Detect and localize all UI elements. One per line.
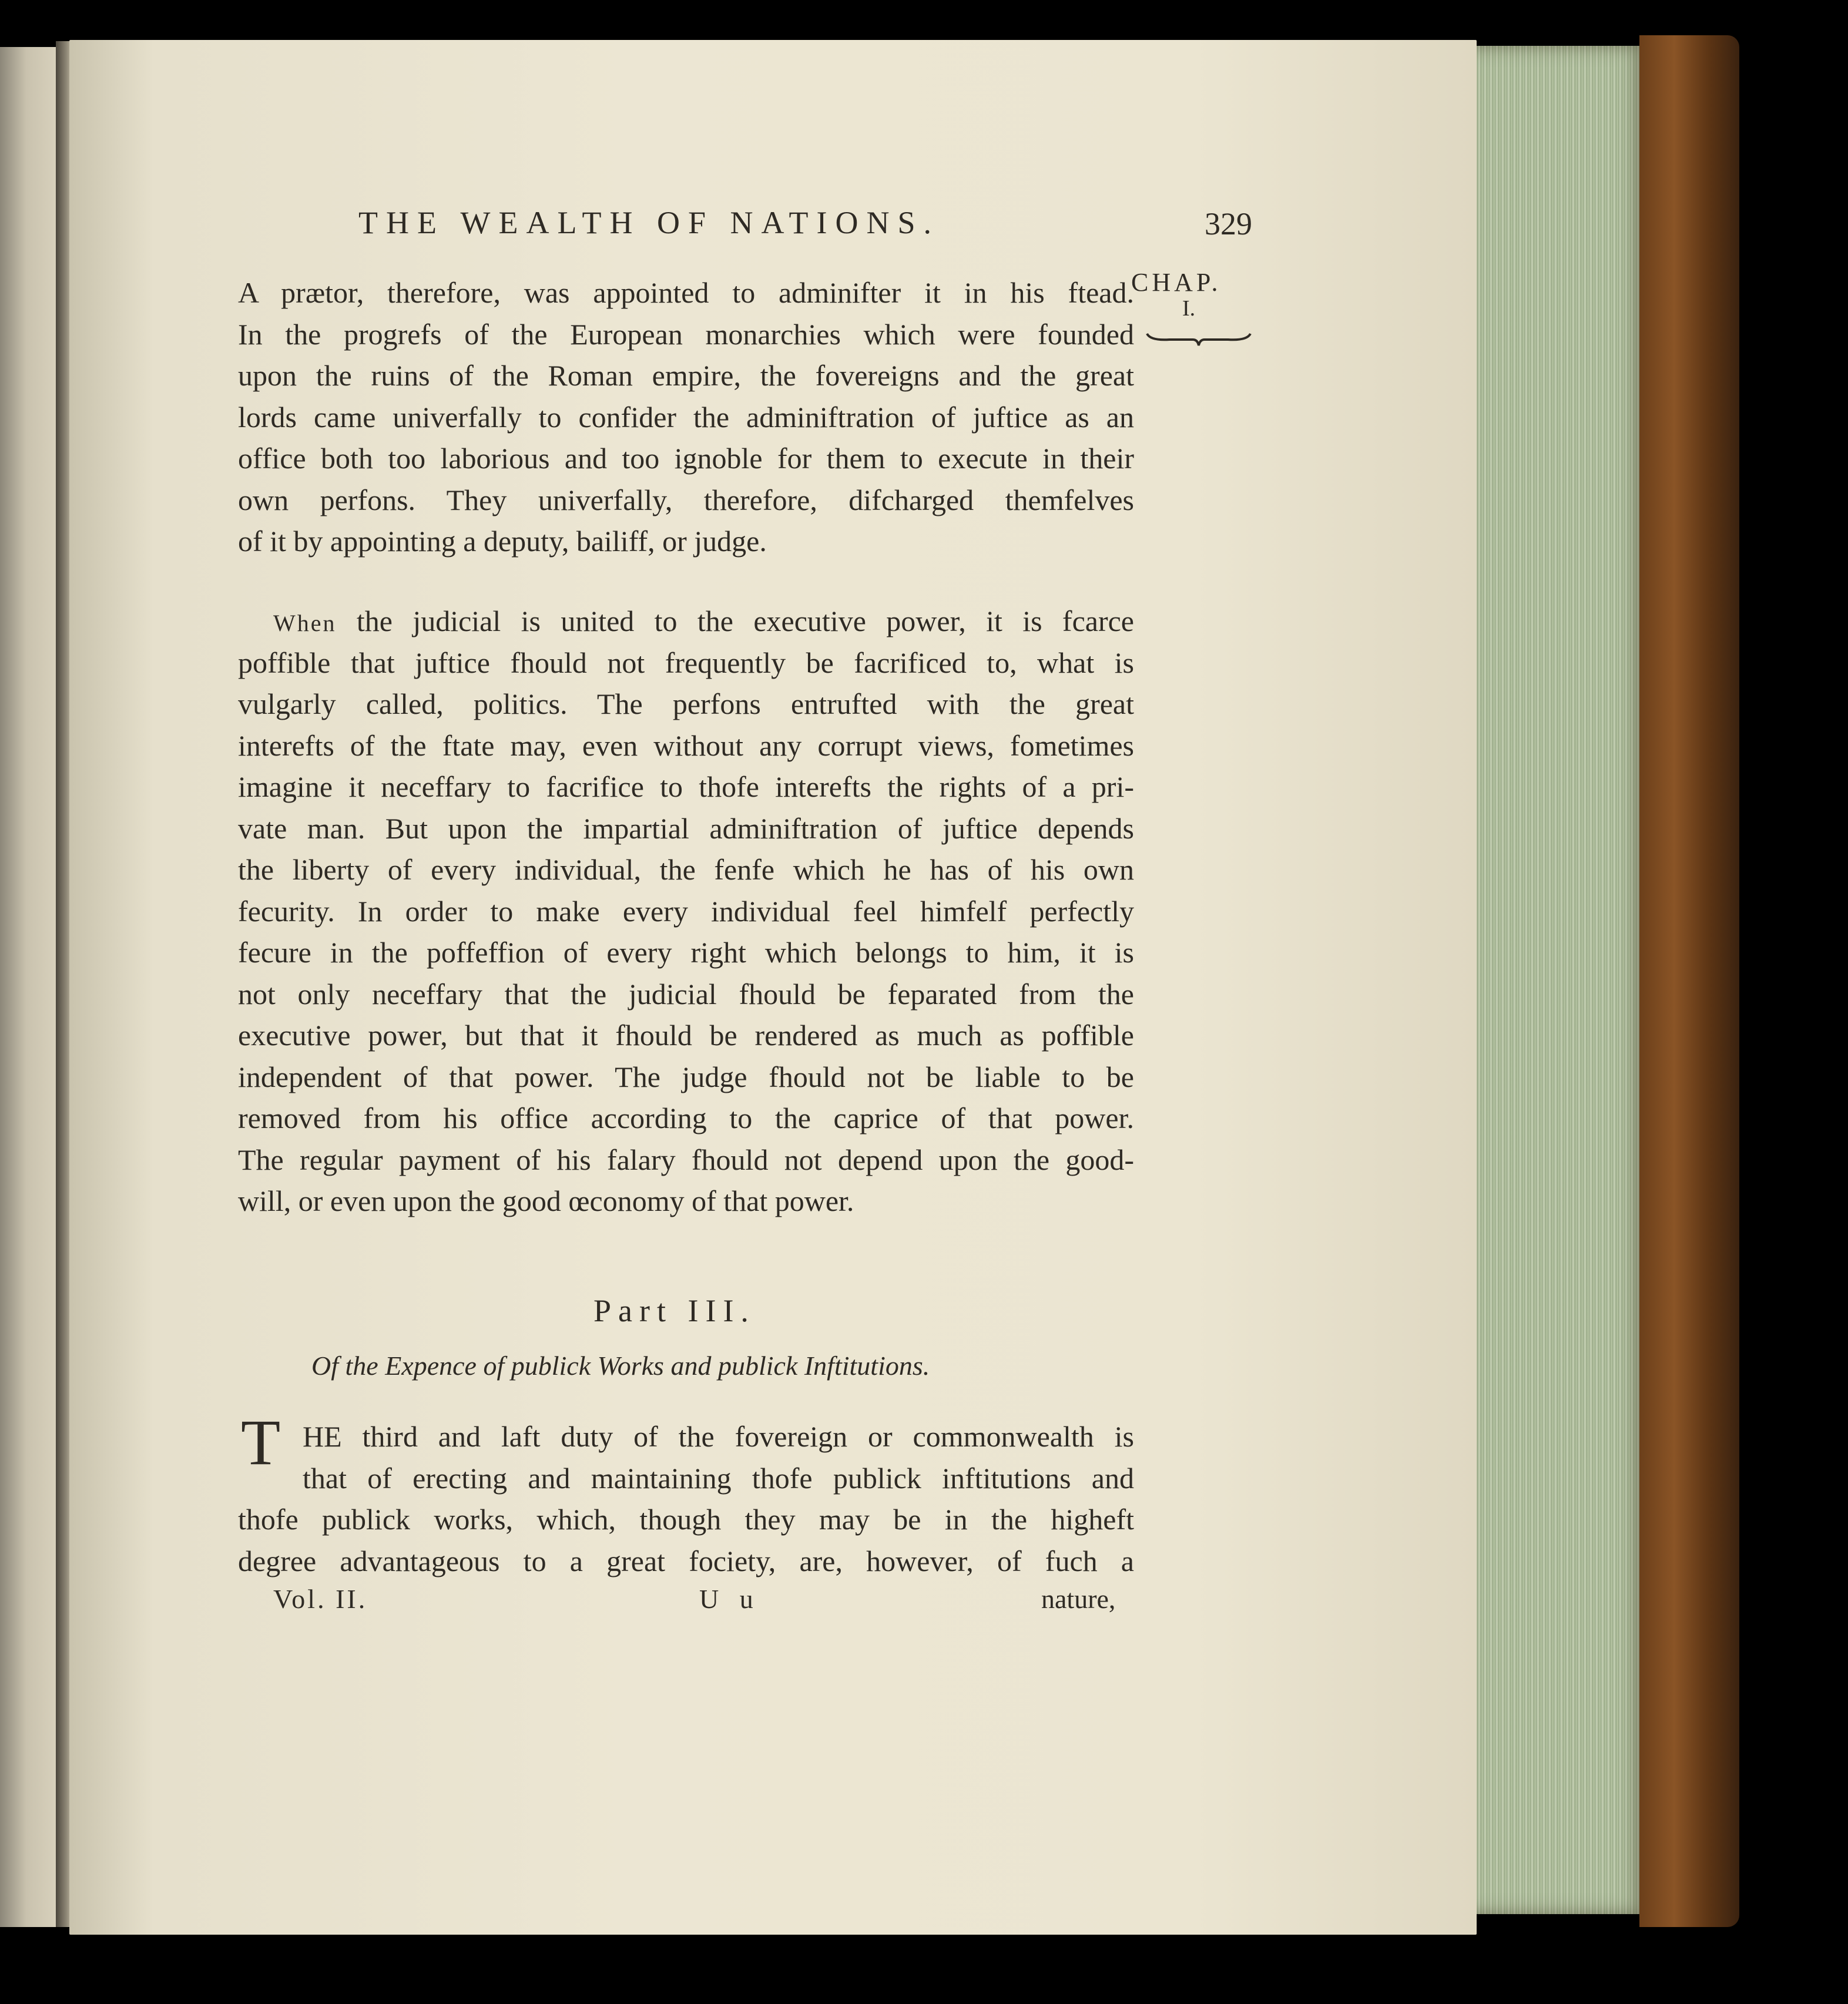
text-line: fecure in the poffeffion of every right which belongs to him, it is xyxy=(238,936,1134,969)
side-note-chap: CHAP. xyxy=(1131,268,1222,297)
text-line: vate man. But upon the impartial adminiftration of juftice depends xyxy=(238,811,1134,845)
text-line-first: HE third and laft duty of the fovereign or commonwealth is xyxy=(303,1420,1134,1453)
text-line: thofe publick works, which, though they may be in the higheft xyxy=(238,1503,1134,1536)
text-line: the liberty of every individual, the fenfe which he has of his own xyxy=(238,853,1134,886)
text-line-first xyxy=(238,600,1134,642)
leather-cover xyxy=(1639,35,1739,1927)
text-line: independent of that power. The judge fhould not be liable to be xyxy=(238,1060,1134,1093)
text-line: upon the ruins of the Roman empire, the fovereigns and the great xyxy=(238,359,1134,392)
text-line: lords came univerfally to confider the adminiftration of juftice as an xyxy=(238,400,1134,434)
text-line: degree advantageous to a great fociety, are, however, of fuch a xyxy=(238,1544,1134,1577)
drop-cap: T xyxy=(241,1407,281,1478)
text-line: office both too laborious and too ignoble for them to execute in their xyxy=(238,442,1134,475)
page-number: 329 xyxy=(1205,206,1252,241)
page-edges xyxy=(1472,46,1648,1914)
text-line: fecurity. In order to make every individual feel himfelf perfectly xyxy=(238,894,1134,928)
catchword: nature, xyxy=(1041,1584,1116,1614)
text-line: that of erecting and maintaining thofe publick inftitutions and xyxy=(303,1461,1134,1495)
text-line: not only neceffary that the judicial fhould be feparated from the xyxy=(238,977,1134,1011)
text-line: vulgarly called, politics. The perfons entrufted with the great xyxy=(238,687,1134,720)
text-line: The regular payment of his falary fhould not depend upon the good- xyxy=(238,1143,1134,1176)
facing-page-edge xyxy=(0,47,59,1927)
paragraph-1 xyxy=(238,272,1134,562)
first-line-rest: the judicial is united to the executive power, it is fcarce xyxy=(356,605,1134,637)
running-title: THE WEALTH OF NATIONS. xyxy=(358,205,940,240)
paragraph-2 xyxy=(238,600,1134,1222)
part-subtitle: Of the Expence of publick Works and publick Inftitutions. xyxy=(311,1351,930,1381)
part-title: Part III. xyxy=(593,1293,756,1328)
text-line: removed from his office according to the caprice of that power. xyxy=(238,1102,1134,1134)
brace-ornament xyxy=(1146,323,1252,347)
signature-mark: U u xyxy=(699,1584,760,1614)
text-line: will, or even upon the good œconomy of that power. xyxy=(238,1184,854,1217)
text-line: own perfons. They univerfally, therefore, difcharged themfelves xyxy=(238,483,1134,516)
lead-word: When xyxy=(273,610,337,636)
volume-label: Vol. II. xyxy=(273,1584,368,1614)
side-note-number: I. xyxy=(1182,296,1196,321)
text-line: poffible that juftice fhould not frequently be facrificed to, what is xyxy=(238,646,1134,679)
text-line: In the progrefs of the European monarchies which were founded xyxy=(238,317,1134,351)
text-line: A prætor, therefore, was appointed to adminifter it in his ftead. xyxy=(238,276,1134,309)
text-line: interefts of the ftate may, even without any corrupt views, fometimes xyxy=(238,729,1134,762)
text-line: of it by appointing a deputy, bailiff, or judge. xyxy=(238,525,767,558)
paragraph-3 xyxy=(238,1416,1134,1582)
text-line: executive power, but that it fhould be rendered as much as poffible xyxy=(238,1019,1134,1052)
text-line: imagine it neceffary to facrifice to thofe interefts the rights of a pri- xyxy=(238,770,1134,803)
